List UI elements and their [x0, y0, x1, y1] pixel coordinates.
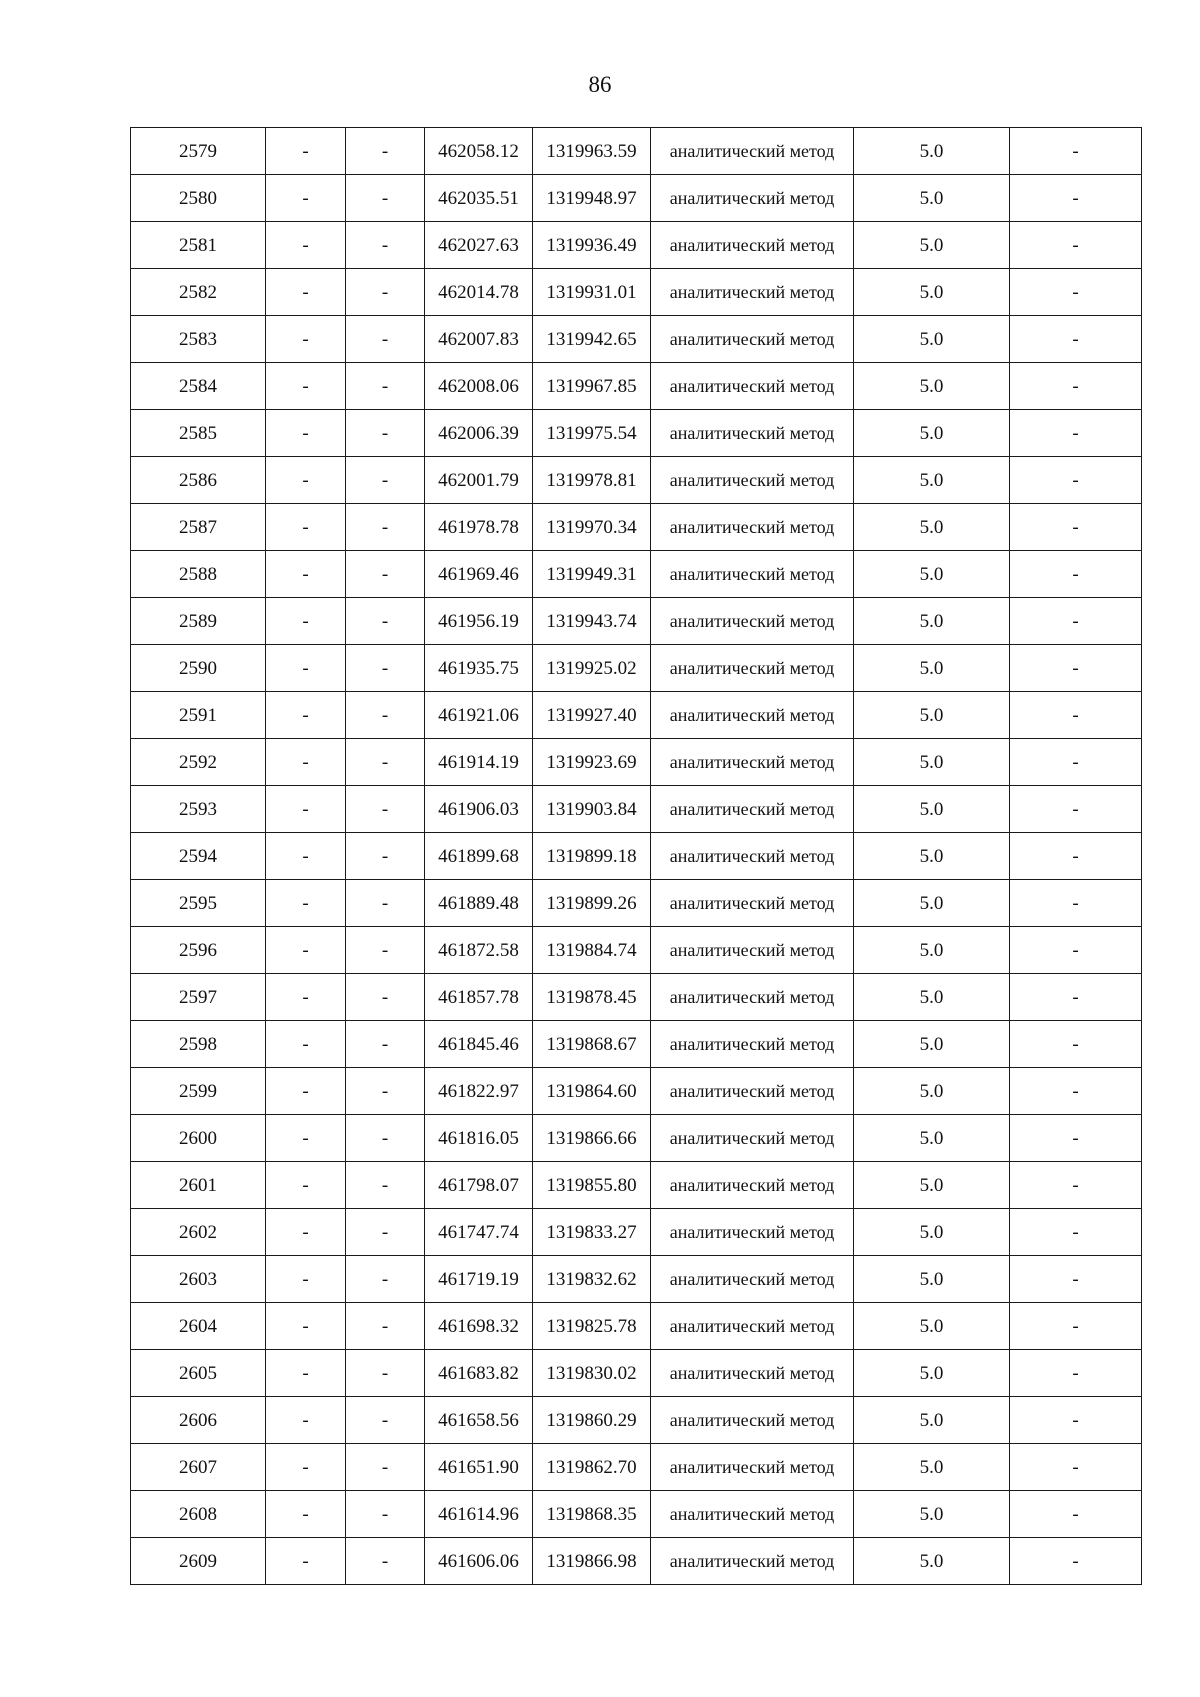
empty-cell-b: -: [346, 269, 425, 316]
point-number-cell: 2579: [131, 128, 266, 175]
empty-cell-a: -: [266, 504, 346, 551]
empty-cell-c: -: [1010, 1021, 1142, 1068]
y-coordinate-cell: 1319862.70: [533, 1444, 651, 1491]
empty-cell-a: -: [266, 1115, 346, 1162]
method-cell: аналитический метод: [651, 269, 854, 316]
x-coordinate-cell: 461614.96: [425, 1491, 533, 1538]
point-number-cell: 2598: [131, 1021, 266, 1068]
y-coordinate-cell: 1319864.60: [533, 1068, 651, 1115]
empty-cell-c: -: [1010, 504, 1142, 551]
table-row: [131, 692, 1142, 739]
accuracy-cell: 5.0: [854, 974, 1010, 1021]
empty-cell-b: -: [346, 880, 425, 927]
empty-cell-a: -: [266, 1068, 346, 1115]
accuracy-cell: 5.0: [854, 457, 1010, 504]
accuracy-cell: 5.0: [854, 1397, 1010, 1444]
empty-cell-a: -: [266, 974, 346, 1021]
y-coordinate-cell: 1319855.80: [533, 1162, 651, 1209]
point-number-cell: 2607: [131, 1444, 266, 1491]
y-coordinate-cell: 1319830.02: [533, 1350, 651, 1397]
accuracy-cell: 5.0: [854, 692, 1010, 739]
accuracy-cell: 5.0: [854, 269, 1010, 316]
accuracy-cell: 5.0: [854, 1162, 1010, 1209]
empty-cell-a: -: [266, 1397, 346, 1444]
x-coordinate-cell: 462035.51: [425, 175, 533, 222]
empty-cell-a: -: [266, 1444, 346, 1491]
x-coordinate-cell: 461798.07: [425, 1162, 533, 1209]
empty-cell-a: -: [266, 1491, 346, 1538]
y-coordinate-cell: 1319978.81: [533, 457, 651, 504]
x-coordinate-cell: 461698.32: [425, 1303, 533, 1350]
empty-cell-a: -: [266, 1350, 346, 1397]
accuracy-cell: 5.0: [854, 363, 1010, 410]
empty-cell-a: -: [266, 269, 346, 316]
empty-cell-a: -: [266, 1162, 346, 1209]
table-row: [131, 128, 1142, 175]
empty-cell-c: -: [1010, 1350, 1142, 1397]
empty-cell-a: -: [266, 457, 346, 504]
x-coordinate-cell: 461978.78: [425, 504, 533, 551]
x-coordinate-cell: 461872.58: [425, 927, 533, 974]
x-coordinate-cell: 461899.68: [425, 833, 533, 880]
method-cell: аналитический метод: [651, 645, 854, 692]
table-row: [131, 269, 1142, 316]
x-coordinate-cell: 461747.74: [425, 1209, 533, 1256]
empty-cell-a: -: [266, 410, 346, 457]
table-row: [131, 551, 1142, 598]
y-coordinate-cell: 1319948.97: [533, 175, 651, 222]
method-cell: аналитический метод: [651, 880, 854, 927]
x-coordinate-cell: 461889.48: [425, 880, 533, 927]
y-coordinate-cell: 1319936.49: [533, 222, 651, 269]
method-cell: аналитический метод: [651, 222, 854, 269]
x-coordinate-cell: 461906.03: [425, 786, 533, 833]
empty-cell-b: -: [346, 974, 425, 1021]
x-coordinate-cell: 461921.06: [425, 692, 533, 739]
table-row: [131, 457, 1142, 504]
point-number-cell: 2601: [131, 1162, 266, 1209]
empty-cell-c: -: [1010, 974, 1142, 1021]
empty-cell-c: -: [1010, 645, 1142, 692]
empty-cell-a: -: [266, 880, 346, 927]
accuracy-cell: 5.0: [854, 1491, 1010, 1538]
table-row: [131, 410, 1142, 457]
empty-cell-b: -: [346, 833, 425, 880]
point-number-cell: 2588: [131, 551, 266, 598]
table-row: [131, 363, 1142, 410]
x-coordinate-cell: 462027.63: [425, 222, 533, 269]
x-coordinate-cell: 461683.82: [425, 1350, 533, 1397]
empty-cell-c: -: [1010, 1397, 1142, 1444]
point-number-cell: 2609: [131, 1538, 266, 1585]
x-coordinate-cell: 461658.56: [425, 1397, 533, 1444]
method-cell: аналитический метод: [651, 927, 854, 974]
empty-cell-a: -: [266, 1209, 346, 1256]
empty-cell-a: -: [266, 128, 346, 175]
accuracy-cell: 5.0: [854, 786, 1010, 833]
empty-cell-c: -: [1010, 1444, 1142, 1491]
empty-cell-a: -: [266, 1021, 346, 1068]
empty-cell-c: -: [1010, 1491, 1142, 1538]
table-row: [131, 1162, 1142, 1209]
empty-cell-b: -: [346, 316, 425, 363]
x-coordinate-cell: 462008.06: [425, 363, 533, 410]
empty-cell-b: -: [346, 363, 425, 410]
y-coordinate-cell: 1319942.65: [533, 316, 651, 363]
y-coordinate-cell: 1319949.31: [533, 551, 651, 598]
method-cell: аналитический метод: [651, 1538, 854, 1585]
method-cell: аналитический метод: [651, 974, 854, 1021]
accuracy-cell: 5.0: [854, 128, 1010, 175]
table-row: [131, 786, 1142, 833]
method-cell: аналитический метод: [651, 1162, 854, 1209]
table-row: [131, 316, 1142, 363]
x-coordinate-cell: 461606.06: [425, 1538, 533, 1585]
point-number-cell: 2595: [131, 880, 266, 927]
y-coordinate-cell: 1319868.35: [533, 1491, 651, 1538]
accuracy-cell: 5.0: [854, 175, 1010, 222]
table-row: [131, 880, 1142, 927]
accuracy-cell: 5.0: [854, 927, 1010, 974]
point-number-cell: 2582: [131, 269, 266, 316]
empty-cell-b: -: [346, 175, 425, 222]
x-coordinate-cell: 461914.19: [425, 739, 533, 786]
empty-cell-a: -: [266, 1538, 346, 1585]
accuracy-cell: 5.0: [854, 1444, 1010, 1491]
empty-cell-c: -: [1010, 128, 1142, 175]
method-cell: аналитический метод: [651, 316, 854, 363]
accuracy-cell: 5.0: [854, 316, 1010, 363]
empty-cell-c: -: [1010, 598, 1142, 645]
accuracy-cell: 5.0: [854, 222, 1010, 269]
y-coordinate-cell: 1319927.40: [533, 692, 651, 739]
point-number-cell: 2608: [131, 1491, 266, 1538]
empty-cell-c: -: [1010, 1256, 1142, 1303]
empty-cell-c: -: [1010, 1303, 1142, 1350]
y-coordinate-cell: 1319975.54: [533, 410, 651, 457]
x-coordinate-cell: 461969.46: [425, 551, 533, 598]
x-coordinate-cell: 461816.05: [425, 1115, 533, 1162]
y-coordinate-cell: 1319963.59: [533, 128, 651, 175]
method-cell: аналитический метод: [651, 1444, 854, 1491]
y-coordinate-cell: 1319860.29: [533, 1397, 651, 1444]
table-row: [131, 1491, 1142, 1538]
table-row: [131, 1256, 1142, 1303]
point-number-cell: 2597: [131, 974, 266, 1021]
point-number-cell: 2591: [131, 692, 266, 739]
empty-cell-b: -: [346, 1538, 425, 1585]
method-cell: аналитический метод: [651, 504, 854, 551]
empty-cell-b: -: [346, 1256, 425, 1303]
method-cell: аналитический метод: [651, 1209, 854, 1256]
y-coordinate-cell: 1319967.85: [533, 363, 651, 410]
point-number-cell: 2594: [131, 833, 266, 880]
empty-cell-c: -: [1010, 457, 1142, 504]
x-coordinate-cell: 462006.39: [425, 410, 533, 457]
method-cell: аналитический метод: [651, 551, 854, 598]
empty-cell-b: -: [346, 551, 425, 598]
accuracy-cell: 5.0: [854, 833, 1010, 880]
method-cell: аналитический метод: [651, 1303, 854, 1350]
point-number-cell: 2602: [131, 1209, 266, 1256]
table-row: [131, 1397, 1142, 1444]
table-row: [131, 1538, 1142, 1585]
method-cell: аналитический метод: [651, 410, 854, 457]
y-coordinate-cell: 1319903.84: [533, 786, 651, 833]
table-row: [131, 1444, 1142, 1491]
accuracy-cell: 5.0: [854, 1350, 1010, 1397]
empty-cell-a: -: [266, 692, 346, 739]
y-coordinate-cell: 1319899.26: [533, 880, 651, 927]
empty-cell-c: -: [1010, 410, 1142, 457]
accuracy-cell: 5.0: [854, 1538, 1010, 1585]
point-number-cell: 2603: [131, 1256, 266, 1303]
empty-cell-b: -: [346, 739, 425, 786]
empty-cell-b: -: [346, 1068, 425, 1115]
accuracy-cell: 5.0: [854, 1068, 1010, 1115]
empty-cell-b: -: [346, 1303, 425, 1350]
accuracy-cell: 5.0: [854, 739, 1010, 786]
empty-cell-b: -: [346, 1021, 425, 1068]
table-row: [131, 504, 1142, 551]
table-row: [131, 1303, 1142, 1350]
empty-cell-a: -: [266, 222, 346, 269]
y-coordinate-cell: 1319866.98: [533, 1538, 651, 1585]
empty-cell-a: -: [266, 739, 346, 786]
empty-cell-b: -: [346, 645, 425, 692]
method-cell: аналитический метод: [651, 833, 854, 880]
method-cell: аналитический метод: [651, 1068, 854, 1115]
method-cell: аналитический метод: [651, 692, 854, 739]
empty-cell-b: -: [346, 786, 425, 833]
y-coordinate-cell: 1319825.78: [533, 1303, 651, 1350]
empty-cell-c: -: [1010, 692, 1142, 739]
table-row: [131, 1209, 1142, 1256]
empty-cell-b: -: [346, 598, 425, 645]
point-number-cell: 2596: [131, 927, 266, 974]
table-row: [131, 927, 1142, 974]
method-cell: аналитический метод: [651, 1491, 854, 1538]
y-coordinate-cell: 1319832.62: [533, 1256, 651, 1303]
method-cell: аналитический метод: [651, 1021, 854, 1068]
x-coordinate-cell: 462058.12: [425, 128, 533, 175]
table-row: [131, 833, 1142, 880]
empty-cell-a: -: [266, 645, 346, 692]
empty-cell-c: -: [1010, 1068, 1142, 1115]
empty-cell-c: -: [1010, 269, 1142, 316]
empty-cell-a: -: [266, 598, 346, 645]
x-coordinate-cell: 461935.75: [425, 645, 533, 692]
empty-cell-b: -: [346, 1444, 425, 1491]
empty-cell-a: -: [266, 927, 346, 974]
empty-cell-c: -: [1010, 833, 1142, 880]
accuracy-cell: 5.0: [854, 410, 1010, 457]
y-coordinate-cell: 1319878.45: [533, 974, 651, 1021]
point-number-cell: 2585: [131, 410, 266, 457]
empty-cell-b: -: [346, 1115, 425, 1162]
point-number-cell: 2583: [131, 316, 266, 363]
empty-cell-b: -: [346, 1350, 425, 1397]
table-row: [131, 739, 1142, 786]
empty-cell-a: -: [266, 175, 346, 222]
empty-cell-a: -: [266, 316, 346, 363]
point-number-cell: 2587: [131, 504, 266, 551]
x-coordinate-cell: 462001.79: [425, 457, 533, 504]
y-coordinate-cell: 1319899.18: [533, 833, 651, 880]
empty-cell-c: -: [1010, 1209, 1142, 1256]
method-cell: аналитический метод: [651, 363, 854, 410]
x-coordinate-cell: 462014.78: [425, 269, 533, 316]
table-row: [131, 598, 1142, 645]
point-number-cell: 2599: [131, 1068, 266, 1115]
accuracy-cell: 5.0: [854, 504, 1010, 551]
point-number-cell: 2600: [131, 1115, 266, 1162]
method-cell: аналитический метод: [651, 786, 854, 833]
x-coordinate-cell: 462007.83: [425, 316, 533, 363]
y-coordinate-cell: 1319868.67: [533, 1021, 651, 1068]
method-cell: аналитический метод: [651, 1350, 854, 1397]
point-number-cell: 2586: [131, 457, 266, 504]
x-coordinate-cell: 461956.19: [425, 598, 533, 645]
table-row: [131, 1350, 1142, 1397]
method-cell: аналитический метод: [651, 1256, 854, 1303]
empty-cell-a: -: [266, 551, 346, 598]
table-row: [131, 1068, 1142, 1115]
method-cell: аналитический метод: [651, 598, 854, 645]
accuracy-cell: 5.0: [854, 1256, 1010, 1303]
accuracy-cell: 5.0: [854, 551, 1010, 598]
table-row: [131, 222, 1142, 269]
empty-cell-c: -: [1010, 927, 1142, 974]
y-coordinate-cell: 1319970.34: [533, 504, 651, 551]
y-coordinate-cell: 1319884.74: [533, 927, 651, 974]
empty-cell-c: -: [1010, 175, 1142, 222]
y-coordinate-cell: 1319833.27: [533, 1209, 651, 1256]
x-coordinate-cell: 461857.78: [425, 974, 533, 1021]
table-row: [131, 645, 1142, 692]
y-coordinate-cell: 1319925.02: [533, 645, 651, 692]
empty-cell-c: -: [1010, 363, 1142, 410]
point-number-cell: 2590: [131, 645, 266, 692]
y-coordinate-cell: 1319866.66: [533, 1115, 651, 1162]
empty-cell-a: -: [266, 833, 346, 880]
point-number-cell: 2604: [131, 1303, 266, 1350]
empty-cell-b: -: [346, 1397, 425, 1444]
empty-cell-a: -: [266, 1303, 346, 1350]
accuracy-cell: 5.0: [854, 1115, 1010, 1162]
page-number: 86: [588, 72, 612, 97]
empty-cell-c: -: [1010, 222, 1142, 269]
accuracy-cell: 5.0: [854, 1303, 1010, 1350]
accuracy-cell: 5.0: [854, 645, 1010, 692]
empty-cell-b: -: [346, 1162, 425, 1209]
method-cell: аналитический метод: [651, 128, 854, 175]
method-cell: аналитический метод: [651, 1115, 854, 1162]
method-cell: аналитический метод: [651, 457, 854, 504]
empty-cell-b: -: [346, 692, 425, 739]
accuracy-cell: 5.0: [854, 1209, 1010, 1256]
point-number-cell: 2589: [131, 598, 266, 645]
y-coordinate-cell: 1319931.01: [533, 269, 651, 316]
empty-cell-b: -: [346, 128, 425, 175]
table-row: [131, 1021, 1142, 1068]
coordinates-table-body: [131, 128, 1142, 1585]
point-number-cell: 2592: [131, 739, 266, 786]
empty-cell-b: -: [346, 457, 425, 504]
x-coordinate-cell: 461719.19: [425, 1256, 533, 1303]
point-number-cell: 2584: [131, 363, 266, 410]
coordinates-table: [130, 127, 1142, 1585]
empty-cell-b: -: [346, 1209, 425, 1256]
method-cell: аналитический метод: [651, 1397, 854, 1444]
point-number-cell: 2606: [131, 1397, 266, 1444]
accuracy-cell: 5.0: [854, 598, 1010, 645]
y-coordinate-cell: 1319943.74: [533, 598, 651, 645]
table-row: [131, 974, 1142, 1021]
empty-cell-a: -: [266, 786, 346, 833]
method-cell: аналитический метод: [651, 739, 854, 786]
point-number-cell: 2580: [131, 175, 266, 222]
empty-cell-c: -: [1010, 1162, 1142, 1209]
table-row: [131, 1115, 1142, 1162]
method-cell: аналитический метод: [651, 175, 854, 222]
empty-cell-b: -: [346, 410, 425, 457]
empty-cell-b: -: [346, 927, 425, 974]
empty-cell-b: -: [346, 504, 425, 551]
point-number-cell: 2581: [131, 222, 266, 269]
empty-cell-c: -: [1010, 1538, 1142, 1585]
accuracy-cell: 5.0: [854, 1021, 1010, 1068]
empty-cell-b: -: [346, 1491, 425, 1538]
empty-cell-c: -: [1010, 316, 1142, 363]
point-number-cell: 2605: [131, 1350, 266, 1397]
accuracy-cell: 5.0: [854, 880, 1010, 927]
x-coordinate-cell: 461822.97: [425, 1068, 533, 1115]
empty-cell-c: -: [1010, 880, 1142, 927]
empty-cell-c: -: [1010, 1115, 1142, 1162]
empty-cell-b: -: [346, 222, 425, 269]
empty-cell-c: -: [1010, 739, 1142, 786]
point-number-cell: 2593: [131, 786, 266, 833]
empty-cell-c: -: [1010, 786, 1142, 833]
empty-cell-c: -: [1010, 551, 1142, 598]
empty-cell-a: -: [266, 1256, 346, 1303]
table-row: [131, 175, 1142, 222]
y-coordinate-cell: 1319923.69: [533, 739, 651, 786]
x-coordinate-cell: 461651.90: [425, 1444, 533, 1491]
x-coordinate-cell: 461845.46: [425, 1021, 533, 1068]
empty-cell-a: -: [266, 363, 346, 410]
